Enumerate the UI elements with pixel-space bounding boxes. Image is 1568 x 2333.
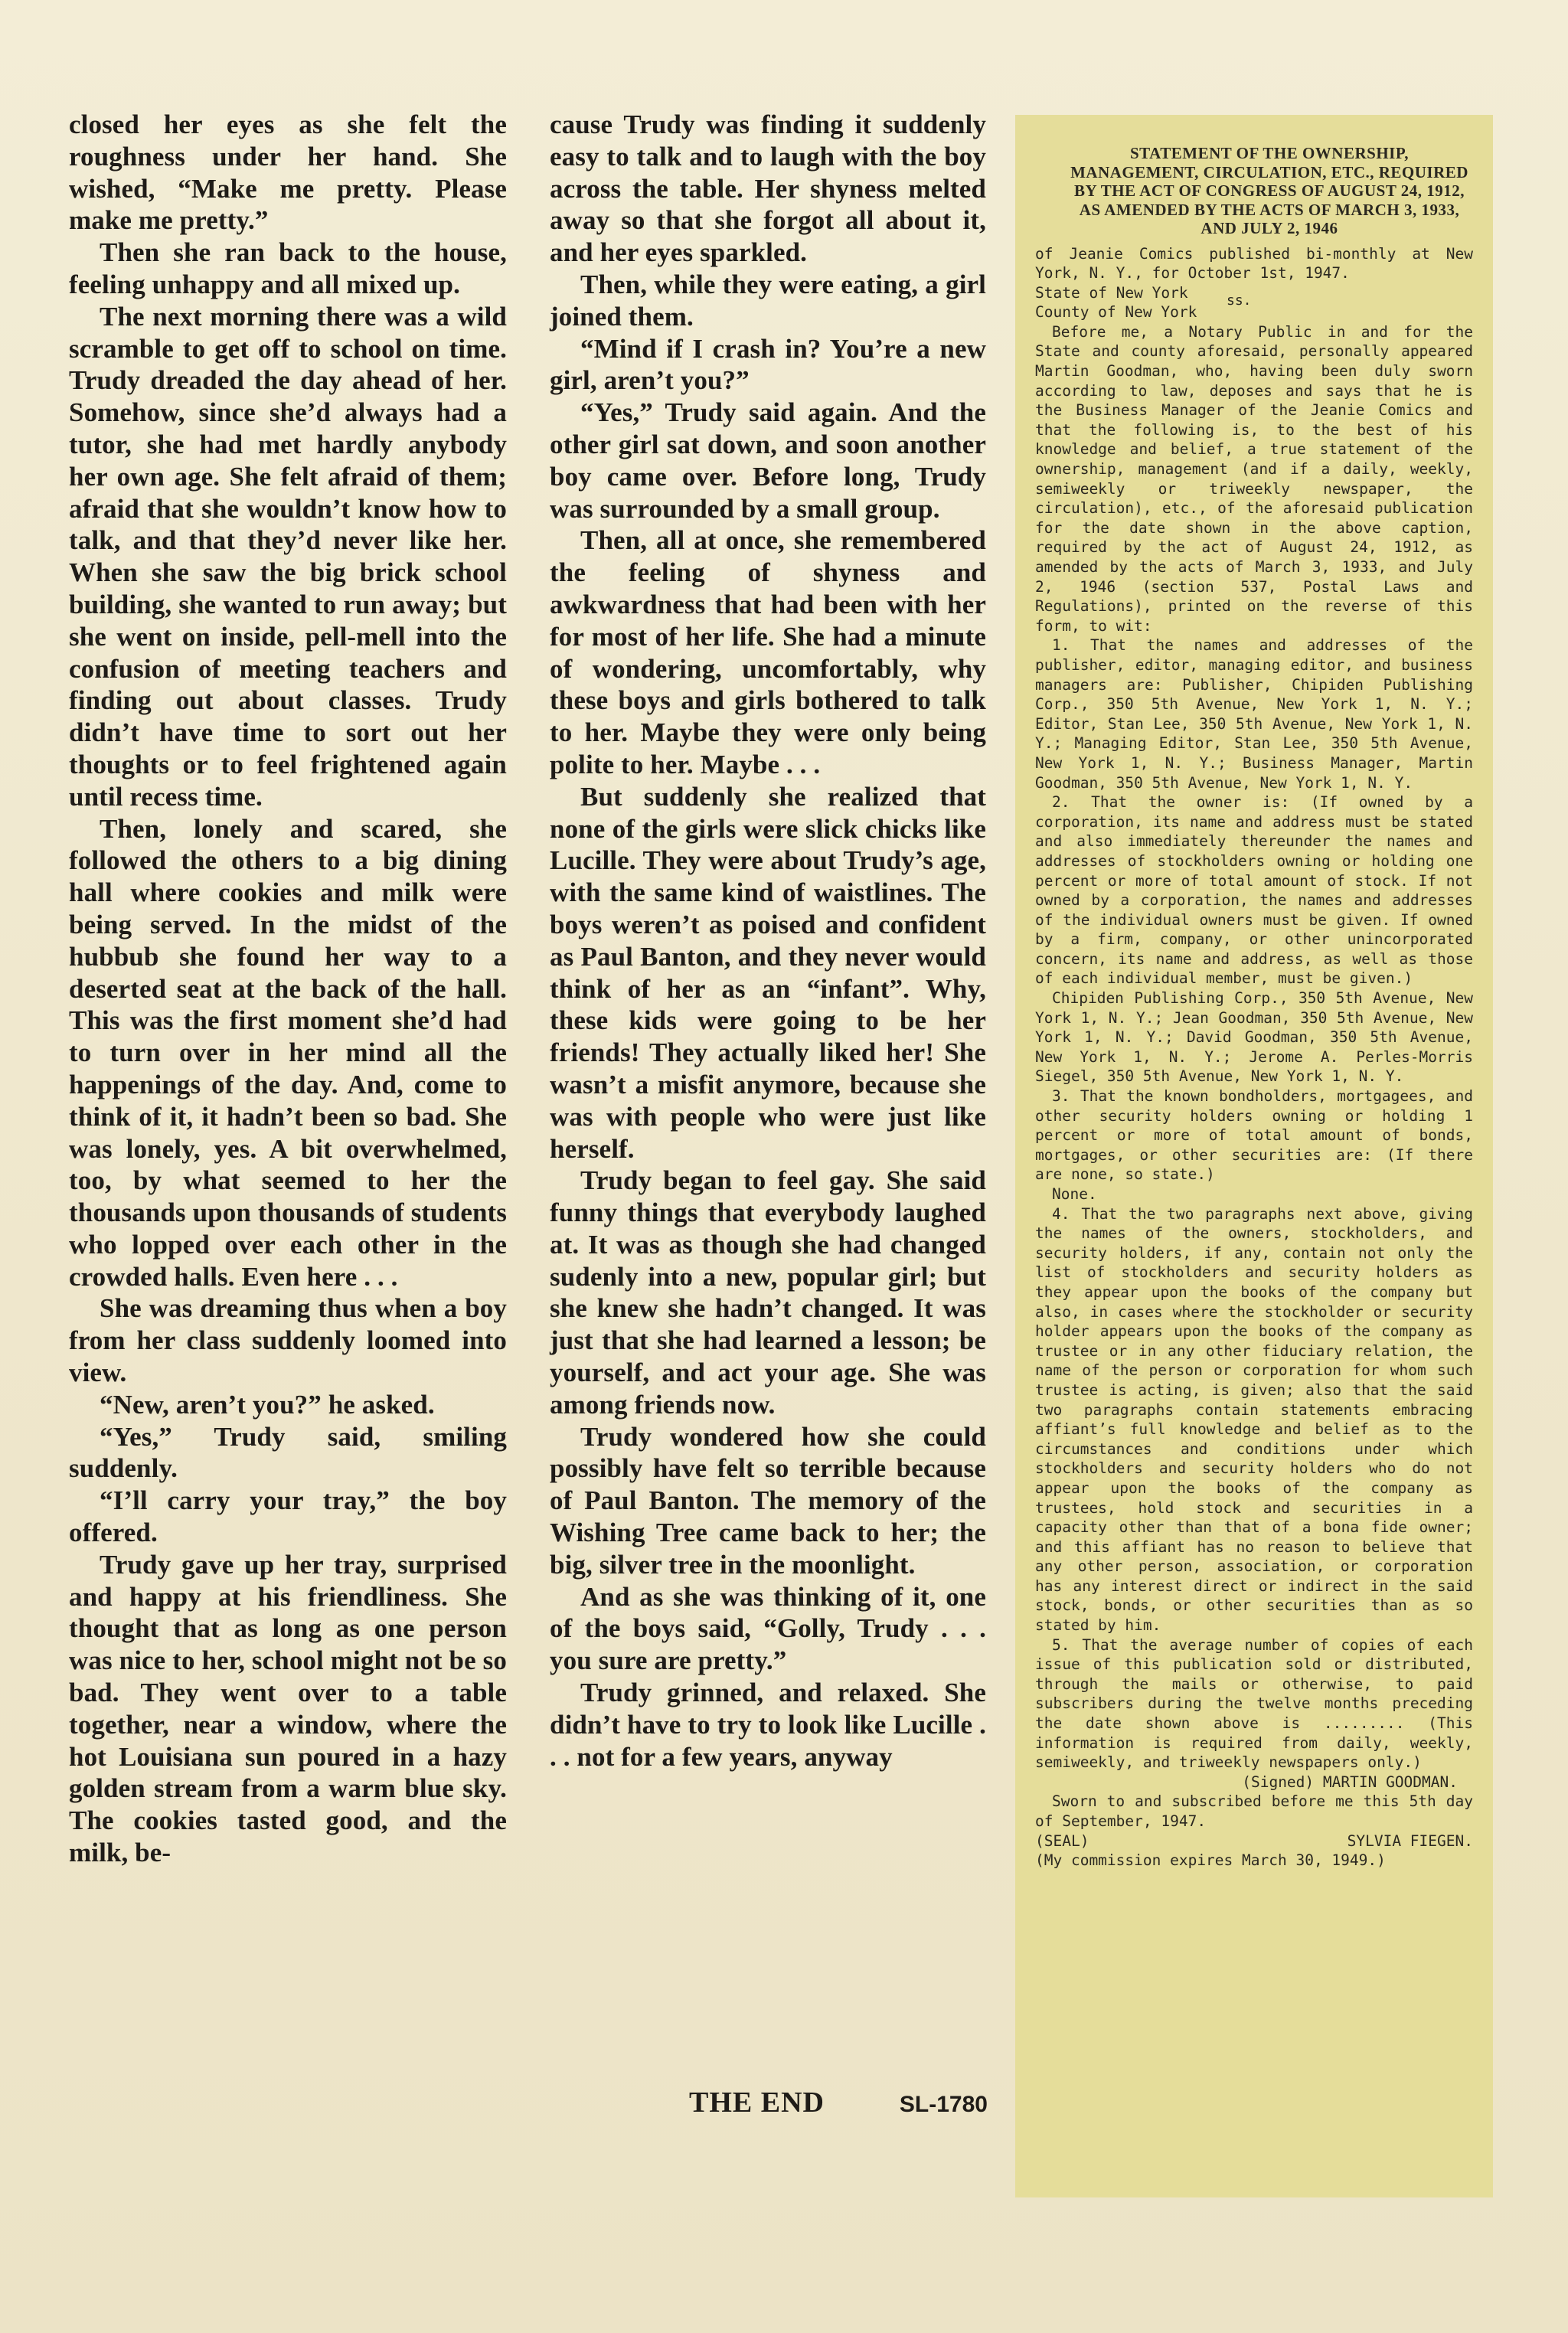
story-paragraph: “Yes,” Trudy said again. And the other girl sat down, and soon another boy came over. Before long, Trudy was surrounded by a small group. [550, 397, 986, 524]
ownership-statement [1035, 144, 1473, 1871]
story-paragraph: Then, lonely and scared, she followed the others to a big dining hall where cookies and milk were being served. In the midst of the hubbub she found her way to a deserted seat at the back of the hall. This was the first moment she’d had to turn over in her mind all the happenings of the day. And, come to think of it, it hadn’t been so bad. She was lonely, yes. A bit overwhelmed, too, by what seemed to her the thousands upon thousands of students who lopped over each other in the crowded halls. Even here . . . [69, 813, 507, 1292]
statement-intro: of Jeanie Comics published bi-monthly at New York, N. Y., for October 1st, 1947. [1035, 244, 1473, 283]
statement-paragraph-2-owners: Chipiden Publishing Corp., 350 5th Avenue, New York 1, N. Y.; Jean Goodman, 350 5th Avenue, New York 1, N. Y.; David Goodman, 350 5th Avenue, New York 1, N. Y.; Jerome A. Perles-Morris Siegel, 350 5th Avenue, New York 1, N. Y. [1035, 989, 1473, 1086]
story-paragraph: closed her eyes as she felt the roughness under her hand. She wished, “Make me pretty. Please make me pretty.” [69, 109, 507, 236]
story-paragraph: Then she ran back to the house, feeling unhappy and all mixed up. [69, 237, 507, 299]
statement-paragraph-3-answer: None. [1052, 1185, 1097, 1203]
story-paragraph: Trudy began to feel gay. She said funny things that everybody laughed at. It was as though she had changed sudenly into a new, popular girl; but she knew she hadn’t changed. It was just that she had learned a lesson; be yourself, and act your age. She was among friends now. [550, 1165, 986, 1420]
story-paragraph: “New, aren’t you?” he asked. [100, 1389, 435, 1420]
story-column-left [69, 109, 507, 1869]
story-paragraph: And as she was thinking of it, one of the boys said, “Golly, Trudy . . . you sure are pretty.” [550, 1581, 986, 1676]
story-paragraph: “I’ll carry your tray,” the boy offered. [69, 1485, 507, 1548]
statement-seal-line [1035, 1831, 1473, 1851]
statement-paragraph-3: 3. That the known bondholders, mortgagees, and other security holders owning or holding 1 percent or more of total amount of bonds, mortgages, or other securities are: (If there are none, so state.) [1035, 1087, 1473, 1184]
story-paragraph: “Yes,” Trudy said, smiling suddenly. [69, 1421, 507, 1484]
venue-county: County of New York [1035, 303, 1197, 322]
ownership-statement-box [1015, 115, 1493, 2197]
statement-title: STATEMENT OF THE OWNERSHIP, MANAGEMENT, CIRCULATION, ETC., REQUIRED BY THE ACT OF CONGRESS OF AUGUST 24, 1912, AS AMENDED BY THE ACTS OF MARCH 3, 1933, AND JULY 2, 1946 [1070, 144, 1468, 237]
story-paragraph: Trudy grinned, and relaxed. She didn’t have to try to look like Lucille . . . not for a few years, anyway [550, 1678, 986, 1772]
story-column-middle [550, 109, 986, 1773]
notary-name: SYLVIA FIEGEN. [1347, 1831, 1473, 1850]
the-end-label: THE END [689, 2086, 825, 2119]
statement-paragraph-1: 1. That the names and addresses of the publisher, editor, managing editor, and business managers are: Publisher, Chipiden Publishing Corp., 350 5th Avenue, New York 1, N. Y.; Editor, Stan Lee, 350 5th Avenue, New York 1, N. Y.; Managing Editor, Stan Lee, 350 5th Avenue, New York 1, N. Y.; Business Manager, Martin Goodman, 350 5th Avenue, New York 1, N. Y. [1035, 636, 1473, 792]
statement-paragraph-4: 4. That the two paragraphs next above, giving the names of the owners, stockholders, and security holders, if any, contain not only the list of stockholders and security holders as they appear upon the books of the company but also, in cases where the stockholder or security holder appears upon the books of the company as trustee or in any other fiduciary relation, the name of the person or corporation for whom such trustee is acting, is given; also that the said two paragraphs contain statements embracing affiant’s full knowledge and belief as to the circumstances and conditions under which stockholders and security holders who do not appear upon the books of the company as trustees, hold stock and securities in a capacity other than that of a bona fide owner; and this affiant has no reason to believe that any other person, association, or corporation has any interest direct or indirect in the said stock, bonds, or other securities than as so stated by him. [1035, 1204, 1473, 1635]
story-paragraph: Trudy wondered how she could possibly have felt so terrible because of Paul Banton. The memory of the Wishing Tree came back to her; the big, silver tree in the moonlight. [550, 1421, 986, 1580]
story-paragraph: “Mind if I crash in? You’re a new girl, aren’t you?” [550, 333, 986, 396]
statement-notary-paragraph: Before me, a Notary Public in and for the State and county aforesaid, personally appeared Martin Goodman, who, having been duly sworn according to law, deposes and says that he is the Business Manager of the Jeanie Comics and that the following is, to the best of his knowledge and belief, a true statement of the ownership, management (and if a daily, weekly, semiweekly or triweekly newspaper, the circulation), etc., of the aforesaid publication for the date shown in the above caption, required by the act of August 24, 1912, as amended by the acts of March 3, 1933, and July 2, 1946 (section 537, Postal Laws and Regulations), printed on the reverse of this form, to wit: [1035, 322, 1473, 635]
venue-ss: ss. [1227, 292, 1252, 309]
story-paragraph: Then, all at once, she remembered the feeling of shyness and awkwardness that had been with her for most of her life. She had a minute of wondering, uncomfortably, why these boys and girls bothered to talk to her. Maybe they were only being polite to her. Maybe . . . [550, 525, 986, 779]
story-paragraph: cause Trudy was finding it suddenly easy to talk and to laugh with the boy across the table. Her shyness melted away so that she forgot all about it, and her eyes sparkled. [550, 109, 986, 268]
story-paragraph: Then, while they were eating, a girl joined them. [550, 269, 986, 332]
seal-label: (SEAL) [1035, 1831, 1089, 1850]
story-end-line [689, 2086, 988, 2119]
statement-paragraph-2: 2. That the owner is: (If owned by a corporation, its name and address must be stated and also immediately thereunder the names and addresses of stockholders owning or holding one percent or more of total amount of stock. If not owned by a corporation, the names and addresses of the individual owners must be given. If owned by a firm, company, or other unincorporated concern, its name and address, as well as those of each individual member, must be given.) [1035, 793, 1473, 988]
statement-paragraph-5: 5. That the average number of copies of each issue of this publication sold or distributed, through the mails or otherwise, to paid subscribers during the twelve months preceding the date shown above is ......... (This information is required from daily, weekly, semiweekly, and triweekly newspapers only.) [1035, 1635, 1473, 1772]
venue-state: State of New York [1035, 283, 1188, 302]
statement-venue [1035, 283, 1280, 322]
story-code: SL-1780 [899, 2092, 988, 2117]
statement-sworn: Sworn to and subscribed before me this 5th day of September, 1947. [1035, 1792, 1473, 1830]
statement-signature: (Signed) MARTIN GOODMAN. [1242, 1773, 1458, 1791]
story-paragraph: She was dreaming thus when a boy from her class suddenly loomed into view. [69, 1293, 507, 1388]
story-paragraph: Trudy gave up her tray, surprised and happy at his friendliness. She thought that as long as one person was nice to her, school might not be so bad. They went over to a table together, near a window, where the hot Louisiana sun poured in a hazy golden stream from a warm blue sky. The cookies tasted good, and the milk, be- [69, 1549, 507, 1868]
story-paragraph: The next morning there was a wild scramble to get off to school on time. Trudy dreaded the day ahead of her. Somehow, since she’d always had a tutor, she had met hardly anybody her own age. She felt afraid of them; afraid that she wouldn’t know how to talk, and that they’d never like her. When she saw the big brick school building, she wanted to run away; but she went on inside, pell-mell into the confusion of meeting teachers and finding out about classes. Trudy didn’t have time to sort out her thoughts or to feel frightened again until recess time. [69, 301, 507, 812]
story-paragraph: But suddenly she realized that none of the girls were slick chicks like Lucille. They were about Trudy’s age, with the same kind of waistlines. The boys weren’t as poised and confident as Paul Banton, and they never would think of her as an “infant”. Why, these kids were going to be her friends! They actually liked her! She wasn’t a misfit anymore, because she was with people who were just like herself. [550, 781, 986, 1164]
commission-expiry: (My commission expires March 30, 1949.) [1035, 1851, 1386, 1870]
